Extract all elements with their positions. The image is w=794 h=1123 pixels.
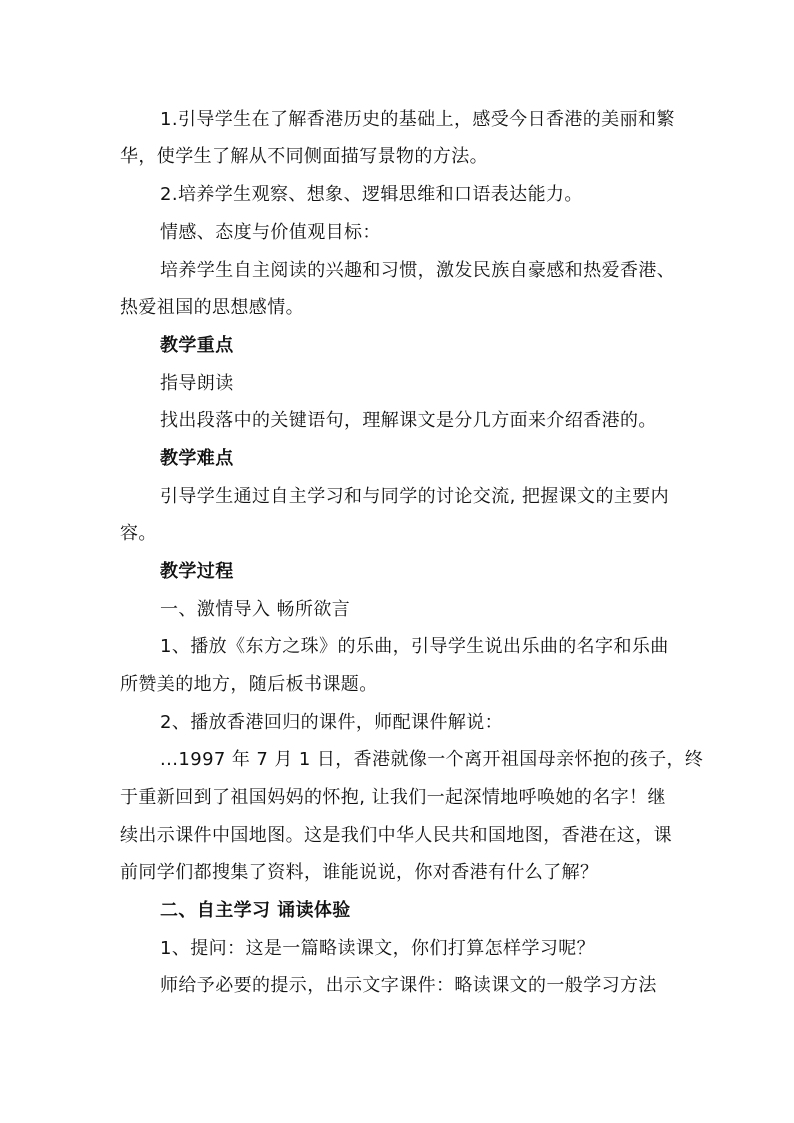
narration-line-4: 前同学们都搜集了资料，谁能说说，你对香港有什么了解？ [120,862,599,883]
teaching-process-heading: 教学过程 [160,561,234,582]
narration-line-1: ...1997 年 7 月 1 日，香港就像一个离开祖国母亲怀抱的孩子，终 [160,749,704,770]
section-one-heading: 一、激情导入 畅所欲言 [160,599,351,620]
section-two-heading: 二、自主学习 诵读体验 [160,900,351,921]
step-2: 2、播放香港回归的课件，师配课件解说： [160,712,504,733]
narration-line-2: 于重新回到了祖国妈妈的怀抱, 让我们一起深情地呼唤她的名字！继 [120,787,666,808]
step-1-line-1: 1、播放《东方之珠》的乐曲，引导学生说出乐曲的名字和乐曲 [160,636,669,657]
question-line: 1、提问：这是一篇略读课文，你们打算怎样学习呢？ [160,938,596,959]
emotion-goal-line-2: 热爱祖国的思想感情。 [120,297,304,318]
objective-1-line-1: 1.引导学生在了解香港历史的基础上，感受今日香港的美丽和繁 [160,109,675,130]
teaching-difficulty-heading: 教学难点 [160,448,234,469]
teaching-difficulty-line-1: 引导学生通过自主学习和与同学的讨论交流, 把握课文的主要内 [160,486,670,507]
teacher-hint-line: 师给予必要的提示，出示文字课件：略读课文的一般学习方法 [160,975,657,996]
objective-1-line-2: 华，使学生了解从不同侧面描写景物的方法。 [120,146,488,167]
teaching-difficulty-line-2: 容。 [120,523,157,544]
step-1-line-2: 所赞美的地方，随后板书课题。 [120,674,378,695]
teaching-focus-item-1: 指导朗读 [160,373,234,394]
teaching-focus-heading: 教学重点 [160,335,234,356]
emotion-goal-heading: 情感、态度与价值观目标： [160,222,381,243]
emotion-goal-line-1: 培养学生自主阅读的兴趣和习惯，激发民族自豪感和热爱香港、 [160,260,676,281]
narration-line-3: 续出示课件中国地图。这是我们中华人民共和国地图，香港在这，课 [120,825,672,846]
teaching-focus-item-2: 找出段落中的关键语句，理解课文是分几方面来介绍香港的。 [160,410,657,431]
objective-2: 2.培养学生观察、想象、逻辑思维和口语表达能力。 [160,184,583,205]
